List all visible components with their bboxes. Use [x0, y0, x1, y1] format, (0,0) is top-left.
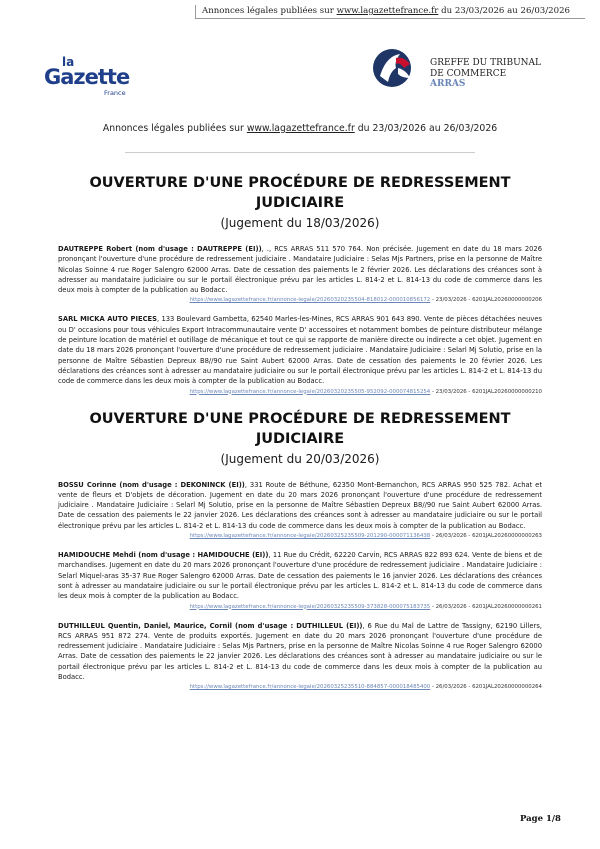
notice-ref-id: - 26/03/2026 - 6201JAL20260000000264: [430, 684, 542, 691]
notice-body: , 133 Boulevard Gambetta, 62540 Marles-les-Mines, RCS ARRAS 901 643 890. Vente de pièces détachées neuves ou D' occasions pour tous véhicules Export Intracommunautaire vente D' accessoires et notamment bombes de peinture distributeur mélange de peinture location de matériel et outillage de mécanique et tout ce qui se rapporte de manière directe ou indirecte a cet objet. Jugement en date du 18 mars 2026 prononçant l'ouverture d'une procédure de redressement judiciaire . Mandataire Judiciaire : Selarl Mj Solutio, prise en la personne de Maître Sébastien Depreux B8//90 rue Saint Aubert 62000 Arras. Date de cessation des paiements le 20 février 2026. Les déclarations des créances sont à adresser au mandataire judiciaire ou sur le portail électronique prévu par les articles L. 814-2 et L. 814-13 du code de commerce dans les deux mois à compter de la publication au Bodacc.: [58, 315, 543, 386]
notice-link[interactable]: https://www.lagazettefrance.fr/annonce-legale/20260325235510-884857-000018485400: [189, 684, 431, 691]
greffe-line1: GREFFE DU TRIBUNAL: [430, 58, 542, 68]
notice-link[interactable]: https://www.lagazettefrance.fr/annonce-legale/20260320235505-952092-000074815254: [189, 388, 431, 395]
notice-link[interactable]: https://www.lagazettefrance.fr/annonce-legale/20260325235509-201290-000071136438: [189, 533, 431, 540]
section: [58, 409, 542, 693]
notice-link[interactable]: https://www.lagazettefrance.fr/annonce-legale/20260320235504-818012-000010856172: [189, 297, 431, 304]
top-banner: [195, 5, 585, 19]
subtitle-prefix: Annonces légales publiées sur: [102, 123, 247, 134]
notice-ref-id: - 26/03/2026 - 6201JAL20260000000261: [430, 603, 542, 610]
notice-ref: [58, 296, 542, 305]
notice-name: DUTHILLEUL Quentin, Daniel, Maurice, Cornil (nom d'usage : DUTHILLEUL (EI)): [58, 621, 363, 630]
notice-ref-id: - 23/03/2026 - 6201JAL20260000000206: [430, 297, 542, 304]
section-title: OUVERTURE D'UNE PROCÉDURE DE REDRESSEMENT JUDICIAIRE: [89, 410, 511, 447]
notice: [58, 314, 542, 386]
notice-ref: [58, 603, 542, 612]
notice-body: , ., RCS ARRAS 511 570 764. Non précisée. Jugement en date du 18 mars 2026 prononçant l'ouverture d'une procédure de redressement judiciaire . Mandataire Judiciaire : Selas Mjs Partners, prise en la personne de Maître Nicolas Soinne 4 rue Roger Salengro 62000 Arras. Date de cessation des paiements le 2 février 2026. Les déclarations des créances sont à adresser au mandataire judiciaire ou sur le portail électronique prévu par les articles L. 814-2 et L. 814-13 du code de commerce dans les deux mois à compter de la publication au Bodacc.: [58, 245, 542, 295]
greffe-line2: DE COMMERCE: [430, 68, 507, 79]
notice: [58, 621, 542, 683]
notice-name: BOSSU Corinne (nom d'usage : DEKONINCK (EI)): [58, 480, 245, 489]
notice-link[interactable]: https://www.lagazettefrance.fr/annonce-legale/20260325235509-373828-000075183735: [189, 603, 431, 610]
page-subtitle: [0, 123, 600, 134]
logo-france: France: [104, 89, 126, 97]
notice-body: , 6 Rue du Mal de Lattre de Tassigny, 62190 Lillers, RCS ARRAS 951 872 274. Vente de produits exportés. Jugement en date du 20 mars 2026 prononçant l'ouverture d'une procédure de redressement judiciaire . Mandataire Judiciaire : Selas Mjs Partners, prise en la personne de Maître Nicolas Soinne 4 rue Roger Salengro 62000 Arras. Date de cessation des paiements le 22 janvier 2026. Les déclarations des créances sont à adresser au mandataire judiciaire ou sur le portail électronique prévu par les articles L. 814-2 et L. 814-13 du code de commerce dans les deux mois à compter de la publication au Bodacc.: [58, 621, 542, 682]
greffe-city: ARRAS: [430, 79, 466, 89]
notice-ref: [58, 683, 542, 692]
announcements: [58, 173, 542, 701]
section: [58, 173, 542, 397]
notice-name: DAUTREPPE Robert (nom d'usage : DAUTREPPE (EI)): [58, 245, 262, 253]
gazette-logo: [44, 55, 134, 103]
section-title: OUVERTURE D'UNE PROCÉDURE DE REDRESSEMENT JUDICIAIRE: [89, 175, 511, 211]
header-divider: [125, 152, 475, 153]
banner-prefix: Annonces légales publiées sur: [202, 6, 337, 16]
notice-ref-id: - 23/03/2026 - 6201JAL20260000000210: [430, 388, 542, 395]
notice: [58, 550, 542, 601]
notice-name: HAMIDOUCHE Mehdi (nom d'usage : HAMIDOUCHE (EI)): [58, 551, 269, 560]
logo-gazette: Gazette: [44, 65, 130, 89]
banner-suffix: du 23/03/2026 au 26/03/2026: [438, 6, 571, 16]
greffe-title: [430, 58, 541, 90]
notice-ref: [58, 532, 542, 541]
notice-body: , 11 Rue du Crédit, 62220 Carvin, RCS ARRAS 822 893 624. Vente de biens et de marchandises. Jugement en date du 20 mars 2026 prononçant l'ouverture d'une procédure de redressement judiciaire . Mandataire Judiciaire : Selarl Miquel-aras 35-37 Rue Roger Salengro 62000 Arras. Date de cessation des paiements le 16 janvier 2026. Les déclarations des créances sont à adresser au mandataire judiciaire ou sur le portail électronique prévu par les articles L. 814-2 et L. 814-13 du code de commerce dans les deux mois à compter de la publication au Bodacc.: [58, 551, 542, 601]
subtitle-suffix: du 23/03/2026 au 26/03/2026: [354, 123, 498, 134]
notice-ref: [58, 388, 542, 397]
notice-ref-id: - 26/03/2026 - 6201JAL20260000000263: [430, 533, 542, 540]
logo-la: la: [62, 55, 75, 69]
greffe-emblem-icon: [370, 46, 422, 90]
page-number: Page 1/8: [520, 814, 561, 824]
notice-name: SARL MICKA AUTO PIECES: [58, 315, 158, 324]
subtitle-site-link[interactable]: www.lagazettefrance.fr: [246, 123, 355, 134]
notice-body: , 331 Route de Béthune, 62350 Mont-Bernanchon, RCS ARRAS 950 525 782. Achat et vente de fleurs et D'objets de décoration. Jugement en date du 20 mars 2026 prononçant l'ouverture d'une procédure de redressement judiciaire . Mandataire Judiciaire : Selarl Mj Solutio, prise en la personne de Maître Sébastien Depreux B8//90 rue Saint Aubert 62000 Arras. Date de cessation des paiements le 22 janvier 2026. Les déclarations des créances sont à adresser au mandataire judiciaire ou sur le portail électronique prévu par les articles L. 814-2 et L. 814-13 du code de commerce dans les deux mois à compter de la publication au Bodacc.: [58, 480, 542, 530]
section-subtitle: (Jugement du 18/03/2026): [220, 216, 380, 230]
notice: [58, 480, 542, 531]
banner-site-link[interactable]: www.lagazettefrance.fr: [336, 6, 439, 16]
notice: [58, 244, 542, 295]
section-subtitle: (Jugement du 20/03/2026): [220, 451, 380, 466]
